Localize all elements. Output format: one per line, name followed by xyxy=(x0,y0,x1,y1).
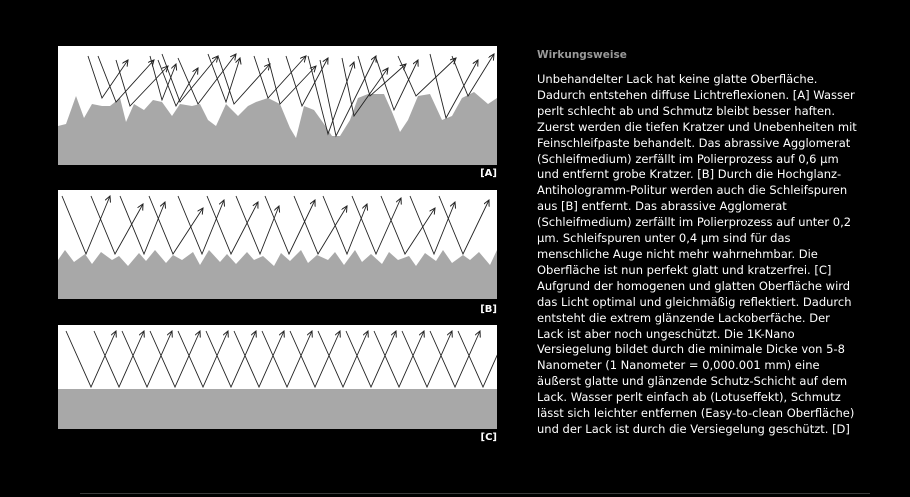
light-ray xyxy=(94,331,144,387)
light-ray xyxy=(149,196,203,254)
light-ray xyxy=(318,331,368,387)
light-ray xyxy=(91,196,143,254)
light-ray xyxy=(265,196,315,254)
light-ray xyxy=(402,331,452,387)
fine-scratch-surface xyxy=(58,250,497,299)
panel-label-c: [C] xyxy=(480,432,497,443)
light-ray xyxy=(262,331,312,387)
description-text: Unbehandelter Lack hat keine glatte Oberfläche. Dadurch entstehen diffuse Lichtreflexionen. [A] Wasser perlt schlecht ab und Schmutz bleibt besser haften. Zuerst werden die tiefen Kratzer und Unebenheiten mit Feinschleifpaste behandelt. Das abrassive Agglomerat (Schleifmedium) zerfällt im Polierprozess auf 0,6 µm und entfernt grobe Kratzer. [B] Durch die Hochglanz-Antihologramm-Politur werden auch die Schleifspuren aus [B] entfernt. Das abrassive Agglomerat (Schleifmedium) zerfällt im Polierprozess auf unter 0,2 µm. Schleifspuren unter 0,4 µm sind für das menschliche Auge nicht mehr wahrnehmbar. Die Oberfläche ist nun perfekt glatt und kratzerfrei. [C] Aufgrund der homogenen und glatten Oberfläche wird das Licht optimal und gleichmäßig reflektiert. Dadurch entsteht die extrem glänzende Lackoberfäche. Der Lack ist aber noch ungeschützt. Die 1K-Nano Versiegelung bildet durch die minimale Dicke von 5-8 Nanometer (1 Nanometer = 0,000.001 mm) eine äußerst glatte und glänzende Schutz-Schicht auf dem Lack. Wasser perlt einfach ab (Lotuseffekt), Schmutz lässt sich leichter entfernen (Easy-to-clean Oberfläche) und der Lack ist durch die Versiegelung geschützt. [D] xyxy=(537,72,857,436)
polished-surface-diagram xyxy=(58,190,497,299)
light-ray xyxy=(207,196,258,254)
light-ray xyxy=(254,56,306,98)
panel-label-b: [B] xyxy=(480,304,497,315)
light-ray xyxy=(290,331,340,387)
light-ray xyxy=(398,56,456,96)
light-ray xyxy=(286,56,328,106)
light-ray xyxy=(150,331,200,387)
light-ray xyxy=(234,331,284,387)
light-ray xyxy=(294,196,347,254)
light-rays-uniform xyxy=(66,331,497,387)
light-ray xyxy=(88,56,128,98)
light-ray xyxy=(158,60,198,106)
rough-lacquer-surface xyxy=(58,92,497,165)
diagram-panel-a xyxy=(58,46,497,165)
light-ray xyxy=(122,331,172,387)
light-ray xyxy=(430,331,480,387)
rough-surface-diagram xyxy=(58,46,497,165)
light-rays-partial xyxy=(62,196,489,254)
sealed-surface-diagram xyxy=(58,325,497,429)
light-ray xyxy=(206,331,256,387)
panel-label-a: [A] xyxy=(480,168,497,179)
light-ray xyxy=(178,196,224,254)
light-ray xyxy=(208,54,240,102)
light-ray xyxy=(458,331,497,387)
light-ray xyxy=(178,331,228,387)
light-ray xyxy=(352,196,401,254)
light-ray xyxy=(323,196,367,254)
diagram-panel-c xyxy=(58,325,497,429)
light-ray xyxy=(439,196,489,254)
smooth-sealed-surface xyxy=(58,389,497,429)
light-ray xyxy=(150,56,176,100)
light-ray xyxy=(410,196,455,254)
light-ray xyxy=(452,54,494,96)
light-ray xyxy=(268,58,316,104)
diagram-panel-b xyxy=(58,190,497,299)
divider-line xyxy=(80,493,870,494)
light-ray xyxy=(66,331,116,387)
light-ray xyxy=(346,331,396,387)
section-heading: Wirkungsweise xyxy=(537,49,627,61)
light-ray xyxy=(374,331,424,387)
light-ray xyxy=(236,196,279,254)
